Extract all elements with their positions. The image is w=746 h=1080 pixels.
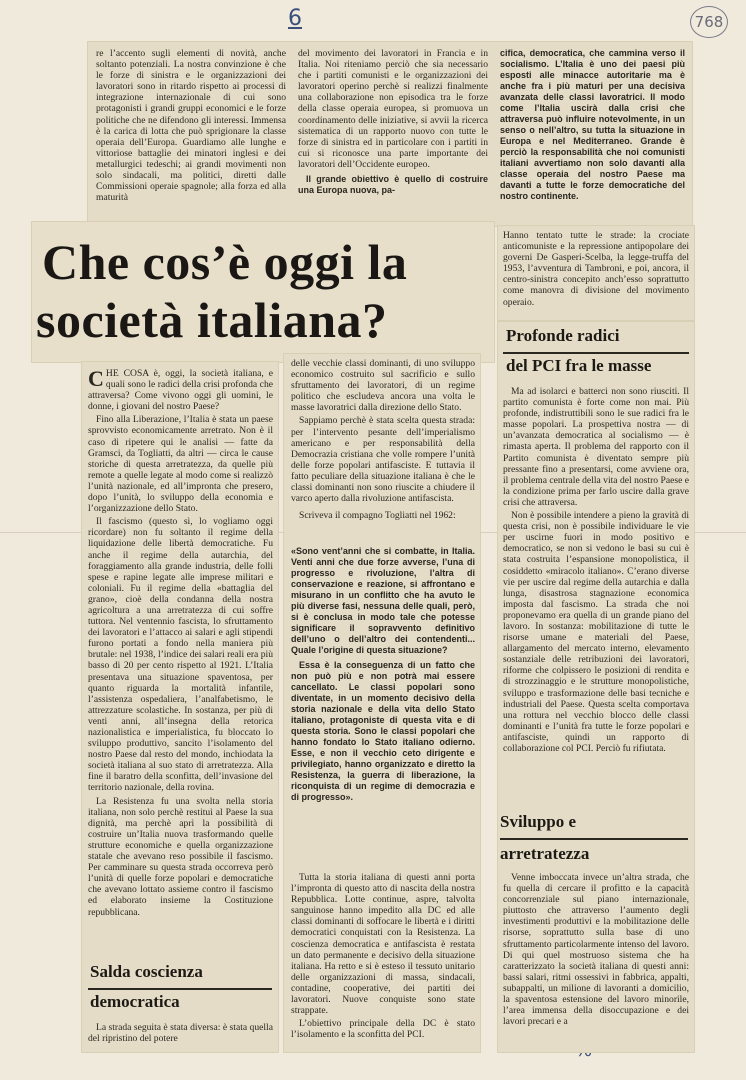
paragraph: Tutta la storia italiana di questi anni porta l’impronta di questo atto di nascita della nostra Repubblica. Lotte continue, aspre, talvolta sanguinose hanno impedito alla DC ed alle classi dominanti di soffocare le libertà e i diritti democratici conquistati con la Resistenza. La coscienza democratica e antifascista è restata un dato permanente e decisivo della situazione italiana. Ha retto e si è esteso il tessuto unitario delle organizzazioni di massa, sindacali, contadine, cooperative, dei partiti dei lavoratori. Nuove conquiste sono state strappate. (291, 872, 475, 1017)
subhead-sviluppo: Sviluppo e (500, 812, 577, 831)
top-column-3 (500, 48, 685, 223)
paragraph: re l’accento sugli elementi di novità, anche soltanto potenziali. La nostra convinzione è che le forze di sinistra e le organizzazioni dei lavoratori sono in ritardo rispetto ai processi di integrazione internazionale di cui sono protagonisti i grandi gruppi economici e le forze politiche che ne difendono gli interessi. Immensa è la carica di lotta che può sprigionare la classe operaia dell’Europa. Guardiamo alle lunghe e vittoriose battaglie dei minatori inglesi e dei metallurgici tedeschi; ai grandi movimenti non solo sindacali, ma politici, diretti dalle Commissioni operaie spagnole; alla forza ed alla maturità (96, 48, 286, 204)
paragraph: Venne imboccata invece un’altra strada, che fu quella di cercare il profitto e la capacità concorrenziale sul piano internazionale, piuttosto che attraverso l’aumento degli investimenti produttivi e la mobilitazione delle risorse, soprattutto sulla base di uno sfruttamento particolarmente intenso del lavoro. Di qui quel mostruoso sistema che ha caratterizzato la società italiana di questi anni: bassi salari, ritmi ossessivi in fabbrica, appalti, subappalti, un milione di lavoranti a domicilio, la spaventosa estensione del lavoro minorile, l’area immensa della disoccupazione e dei lavori precari e a (503, 872, 689, 1028)
paragraph: Ma ad isolarci e batterci non sono riusciti. Il partito comunista è forte come non mai. Più profonde, indistruttibili sono le sue radici fra le masse popolari. La prospettiva nostra — di un’avanzata democratica al socialismo — è rimasta aperta. Il problema del rapporto con il Partito comunista è diventato sempre più pressante fino a presentarsi, come avviene ora, il problema centrale della vita del nostro Paese e la condizione prima per farlo uscire dalla grave crisi che attraversa. (503, 386, 689, 508)
paragraph: Scriveva il compagno Togliatti nel 1962: (299, 510, 456, 522)
subhead-rule (88, 988, 272, 990)
body-column-c (503, 386, 689, 804)
paragraph: L’obiettivo principale della DC è stato l’isolamento e la sconfitta del PCI. (291, 1018, 475, 1041)
subhead-profonde-radici: Profonde radici (506, 326, 620, 345)
togliatti-quote (291, 546, 475, 866)
body-column-c-tail (503, 872, 689, 1048)
paragraph: del movimento dei lavoratori in Francia e in Italia. Noi riteniamo perciò che sia necessario che i partiti comunisti e le organizzazioni dei lavoratori operino perchè si realizzi finalmente una collaborazione non episodica tra le forze della classe operaia europea, si promuova un coordinamento delle iniziative, si avvii la ricerca sistematica di un rapporto nuovo con tutte le forze di sinistra ed in particolare con i partiti in cui si riconosce una parte importante dei lavoratori dell’Occidente europeo. (298, 48, 488, 170)
subhead-pci-masse: del PCI fra le masse (506, 356, 652, 375)
top-column-2 (298, 48, 488, 223)
paragraph: Non è possibile intendere a pieno la gravità di questa crisi, non è possibile individuare le vie per uscirne fuori in modo positivo e democratico, se non si vedono le basi su cui è stata costruita l’espansione monopolistica, il cosiddetto «miracolo italiano». C’erano diverse vie per uscire dal regime della autarchia e dalla lunga, disastrosa stagnazione economica imposta dal fascismo. La strada che noi proponevamo era quella di un grande piano del lavoro. In sostanza: mobilitazione di tutte le risorse umane e materiali del Paese, allargamento del mercato interno, elevamento sostanziale delle retribuzioni dei lavoratori, riforme che colpissero le posizioni di rendita e di strozzinaggio e le strutture monopolistiche, sviluppo e trasformazione delle basi tecniche e industriali del Paese. Questa scelta comportava una rottura nel vecchio blocco delle classi dominanti e l’unità fra tutte le forze popolari e antifasciste, quindi un rapporto di collaborazione col PCI. Perciò fu rifiutata. (503, 510, 689, 754)
lead-text: HE COSA è, oggi, la società italiana, e quali sono le radici della crisi profonda che attraversa? Come vivono oggi gli uomini, le donne, i giovani del nostro Paese? (88, 368, 273, 413)
body-column-b (291, 358, 475, 546)
paragraph-bold: «Sono vent’anni che si combatte, in Italia. Venti anni che due forze avverse, l’una di progresso e rivoluzione, l’altra di conservazione e reazione, si affrontano e misurano in un conflitto che ha avuto le più diverse fasi, nessuna delle quali, però, si è conclusa in modo tale che potesse significare il sopravvento definitivo dell’uno o dell’altro dei contendenti... Quale l’origine di questa situazione? (291, 546, 475, 655)
body-column-b-tail (291, 872, 475, 1050)
paragraph: Il fascismo (questo sì, lo vogliamo oggi ricordare) non fu soltanto il regime della liquidazione delle libertà democratiche. Fu anche il regime della autarchia, del foraggiamento alla grande industria, delle folli spese e rapine legate alle imprese militari e coloniali. Fu il regime della «battaglia del grano», cioè della condanna della nostra agricoltura a una arretratezza di cui soffre tuttora. Nel ventennio fascista, lo sfruttamento dei lavoratori e l’attacco ai salari e agli stipendi furono portati a fondo nella maniera più brutale: nel 1938, l’indice dei salari reali era più basso di 20 per cento rispetto al 1921. L’Italia presentava una situazione spaventosa, per quanto riguarda la mortalità infantile, l’assistenza ospedaliera, l’analfabetismo, le attrezzature scolastiche. In sostanza, per più di venti anni, all’insegna della retorica nazionalistica e imperialistica, fu bloccato lo sviluppo produttivo, sancito l’isolamento del nostro Paese dal resto del mondo, inchiodata la società italiana al suo stato di arretratezza. Alla fine il baratro della sconfitta, dell’invasione del territorio nazionale, della rovina. (88, 516, 273, 794)
drop-cap: C (88, 368, 104, 391)
paragraph: delle vecchie classi dominanti, di uno sviluppo economico costruito sul sacrificio e sullo sfruttamento dei lavoratori, di un regime politico che escludeva ancora una volta le masse lavoratrici dalla direzione dello Stato. (291, 358, 475, 414)
headline-line-2: società italiana? (36, 292, 388, 348)
handwritten-page-number: 6 (288, 6, 302, 31)
paragraph: La strada seguita è stata diversa: è stata quella del ripristino del potere (88, 1022, 273, 1045)
paragraph: Hanno tentato tutte le strade: la crociate anticomuniste e la repressione antipopolare dei governi De Gasperi-Scelba, la legge-truffa del 1953, l’avventura di Tambroni, e poi, ancora, il centro-sinistra concepito anch’esso soprattutto come manovra di divisione del movimento operaio. (503, 230, 689, 308)
paragraph-bold: Essa è la conseguenza di un fatto che non può più e non potrà mai essere cancellato. Le classi popolari sono diventate, in un momento decisivo della storia nazionale e della vita dello Stato italiano, protagoniste di questa vita e di questa storia. Sono le classi popolari che hanno fondato lo Stato italiano odierno. Esse, e non il vecchio ceto dirigente e privilegiato, hanno organizzato e diretto la Resistenza, la guerra di liberazione, la riconquista di un regime di democrazia e di progresso». (291, 660, 475, 802)
subhead-rule (503, 352, 689, 354)
subhead-arretratezza: arretratezza (500, 844, 590, 863)
body-column-a-tail (88, 1022, 273, 1048)
top-column-1 (96, 48, 286, 220)
paragraph: Fino alla Liberazione, l’Italia è stata un paese sprovvisto economicamente arretrato. Non è il caso di ripetere qui le analisi — fatte da Gramsci, da Togliatti, da altri — circa le cause storiche di questa arretratezza, da quelle più remote a quelle legate al modo come si realizzò l’unità nazionale, ed all’impronta che presero, dopo l’unità, lo sviluppo della economia e l’organizzazione dello Stato. (88, 414, 273, 515)
paragraph: La Resistenza fu una svolta nella storia italiana, non solo perchè restituì al Paese la sua dignità, ma perchè aprì la possibilità di costruire un’Italia nuova trasformando quelle strutture economiche e quella organizzazione statale che avevano reso possibile il fascismo. Per camminare su questa strada occorreva però l’unità di quelle forze popolari e democratiche che avevano lottato assieme contro il fascismo ed elaborato insieme la Costituzione repubblicana. (88, 795, 273, 918)
right-intro-column (503, 230, 689, 316)
paragraph: Sappiamo perchè è stata scelta questa strada: per l’intervento pesante dell’imperialismo americano e per responsabilità della Democrazia cristiana che volle rompere l’unità delle forze popolari antifasciste. E tuttavia il fatto peculiare della situazione italiana è che le classi dominanti non sono riuscite a chiudere il varco aperto dalla rivoluzione antifascista. (291, 415, 475, 505)
subhead-salda-coscienza: Salda coscienza (90, 962, 203, 981)
archive-stamp: 768 (690, 6, 728, 38)
paragraph-bold: cifica, democratica, che cammina verso il socialismo. L’Italia è uno dei paesi più esposti alle minacce autoritarie ma è anche fra i più maturi per una decisiva avanzata delle classi lavoratrici. Il modo come l’Italia uscirà dalla crisi che attraversa può influire notevolmente, in un senso o nell’altro, su tutta la situazione in Europa e nel Mediterraneo. Grande è perciò la responsabilità che noi comunisti italiani avvertiamo non solo davanti alla classe operaia del nostro Paese ma davanti a tutte le forze democratiche del nostro continente. (500, 48, 685, 201)
body-column-a (88, 368, 273, 953)
paragraph-lead (88, 368, 273, 412)
headline-line-1: Che cos’è oggi la (42, 234, 408, 290)
subhead-rule (500, 838, 688, 840)
paragraph-bold: Il grande obiettivo è quello di costruire una Europa nuova, pa- (298, 174, 488, 196)
subhead-democratica: democratica (90, 992, 180, 1011)
